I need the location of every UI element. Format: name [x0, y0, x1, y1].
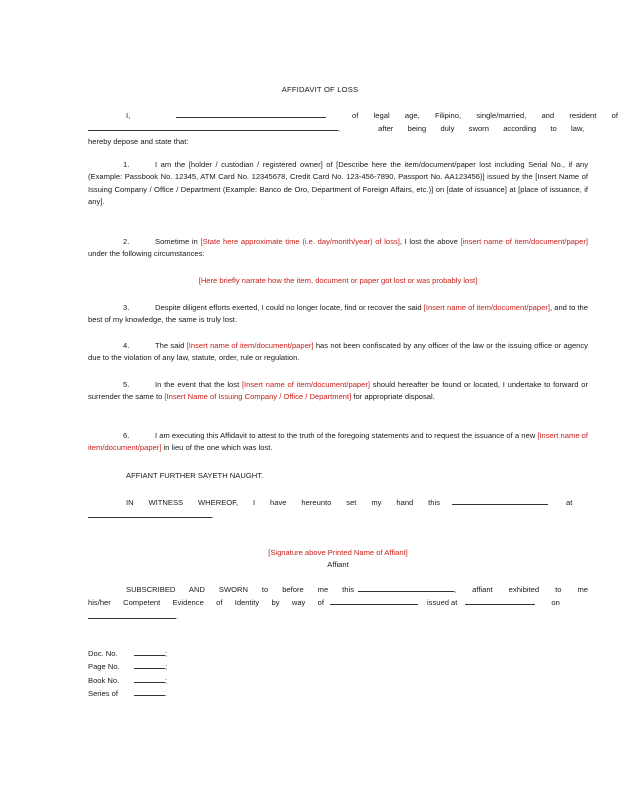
loss-time-placeholder: [State here approximate time (i.e. day/month/year) of loss] [200, 237, 400, 246]
name-blank [176, 109, 326, 118]
narrate-placeholder: [Here briefly narrate how the item, document or paper got lost or was probably lost] [198, 276, 478, 285]
item-name-placeholder: [Insert name of item/document/paper] [241, 380, 371, 389]
paragraph-6: 6. I am executing this Affidavit to attest to the truth of the foregoing statements and to request the issuance of a new [Insert name of item/document/paper] in lieu of the one which was lost. [88, 431, 589, 453]
notary-series: Series of . [88, 689, 168, 699]
signature-placeholder: [Signature above Printed Name of Affiant] [268, 548, 408, 557]
notary-page-no: Page No. ; [88, 662, 168, 672]
witness-place-blank [88, 509, 212, 518]
issuer-placeholder: [Insert Name of Issuing Company / Office / Department] [164, 392, 352, 402]
witness-at: at [566, 498, 573, 507]
paragraph-2-number: 2. [123, 237, 130, 246]
intro-after-oath: after being duly sworn according to law, [378, 124, 585, 134]
paragraph-1 [88, 159, 588, 209]
intro-depose: hereby depose and state that: [88, 136, 189, 146]
paragraph-1-text: I am the [holder / custodian / registered owner] of [Describe here the item/document/paper lost including Serial No., if any (Example: Passbook No. 12345, ATM Card No. 12345678, Credit Card No. 123-456-7890, Passport No. AA123456)] issued by the [Insert Name of Issuing Company / Office / Department (Example: Banco de Oro, Department of Foreign Affairs, etc.)] on [date of issuance] at [place of issuance, if any]. [88, 160, 588, 207]
paragraph-3-number: 3. [123, 303, 130, 312]
intro-line-1 [88, 109, 618, 122]
witness-text: IN WITNESS WHEREOF, I have hereunto set my hand this [126, 498, 440, 507]
affiant-naught: AFFIANT FURTHER SAYETH NAUGHT. [126, 471, 264, 480]
item-name-placeholder: [insert name of item/document/paper] [460, 237, 588, 246]
item-name-placeholder: [Insert name of item/document/paper] [186, 341, 314, 350]
intro-paragraph [88, 109, 618, 148]
paragraph-4: 4. The said [Insert name of item/document/paper] has not been confiscated by any officer of the law or the issuing office or agency due to the violation of any law, statute, order, rule or regulation. [88, 341, 588, 363]
jurat-date-blank [358, 583, 454, 592]
intro-line-2: , after being duly sworn according to law, [88, 122, 588, 135]
paragraph-6-number: 6. [123, 431, 130, 440]
notary-register [88, 647, 588, 701]
witness-date-blank [452, 496, 548, 505]
jurat-text-a: SUBSCRIBED AND SWORN to before me this [126, 585, 354, 594]
item-name-placeholder: [Insert name of item/document/paper] [423, 303, 550, 312]
notary-book-no: Book No. ; [88, 675, 168, 685]
intro-i: I, [126, 111, 131, 120]
document-title: AFFIDAVIT OF LOSS [281, 85, 359, 94]
affiant-label: Affiant [327, 560, 349, 569]
id-type-blank [330, 596, 418, 605]
paragraph-5-number: 5. [123, 380, 130, 389]
paragraph-5: 5. In the event that the lost [Insert name of item/document/paper] should hereafter be found or located, I undertake to forward or surrender the same to [Insert Name of Issuing Company / Office / Department] for appropriate disposal. [88, 380, 588, 402]
paragraph-1-number: 1. [123, 160, 130, 169]
intro-legal-age: of legal age, Filipino, single/married, and resident of [352, 111, 618, 120]
paragraph-4-number: 4. [123, 341, 130, 350]
residence-blank [88, 122, 338, 131]
notary-doc-no: Doc. No. ; [88, 649, 168, 658]
jurat-text-c: his/her Competent Evidence of Identity by way of [88, 598, 324, 608]
issue-date-blank [88, 610, 176, 619]
paragraph-2: 2. Sometime in [State here approximate time (i.e. day/month/year) of loss], I lost the above [insert name of item/document/paper] under the following circumstances: [88, 237, 588, 259]
jurat-text-b: , affiant exhibited to me [454, 585, 588, 594]
paragraph-3: 3. Despite diligent efforts exerted, I could no longer locate, find or recover the said [Insert name of item/document/paper], and to the best of my knowledge, the same is truly lost. [88, 303, 589, 325]
witness-paragraph: IN WITNESS WHEREOF, I have hereunto set my hand this at . [88, 496, 588, 523]
jurat-paragraph: SUBSCRIBED AND SWORN to before me this , affiant exhibited to me his/her Competent Evidence of Identity by way of issued at on . [88, 585, 588, 621]
issued-at-blank [465, 596, 535, 605]
item-name-placeholder: [Insert name of item/document/paper] [88, 431, 589, 453]
